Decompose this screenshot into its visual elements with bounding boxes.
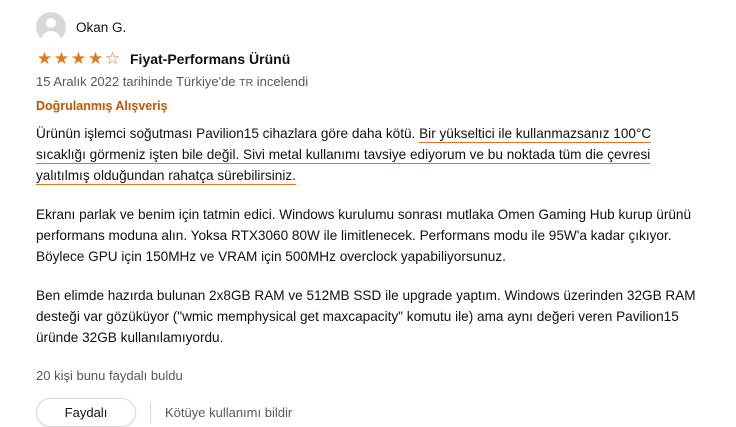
review-body: [36, 123, 700, 348]
report-abuse-link[interactable]: Kötüye kullanımı bildir: [165, 405, 293, 420]
star-filled-icon: ★: [70, 48, 87, 68]
review-title[interactable]: Fiyat-Performans Ürünü: [130, 51, 291, 67]
review-date-suffix: incelendi: [253, 74, 309, 89]
star-filled-icon: ★: [53, 48, 70, 68]
review-paragraph-2: Ekranı parlak ve benim için tatmin edici. Windows kurulumu sonrası mutlaka Omen Gaming Hub kurup ürünü performans moduna alın. Yoksa RTX3060 80W ile limitlenecek. Performans modu ile 95W'a kadar çıkıyor. Böylece GPU için 150MHz ve VRAM için 500MHz overclock yapabiliyorsunuz.: [36, 207, 692, 264]
reviewer-name: Okan G.: [76, 19, 127, 35]
action-divider: [150, 402, 151, 424]
avatar-body-icon: [41, 31, 61, 42]
paragraph-1-text: Ürünün işlemci soğutması Pavilion15 cihazlara göre daha kötü.: [36, 126, 420, 141]
highlighted-text: Bir yükseltici ile kullanmazsanız 100°C sıcaklığı görmeniz işten bile değil. Sivi metal kullanımı tavsiye ediyorum ve bu noktada tüm die çevresi yalıtılmış olduğundan rahatça sürebilirsiniz.: [36, 126, 652, 183]
rating-and-title: [36, 49, 700, 69]
star-filled-icon: ★: [87, 48, 104, 68]
helpful-button[interactable]: Faydalı: [36, 398, 136, 427]
review-paragraph-1: [36, 123, 700, 186]
review-date: [36, 73, 700, 92]
avatar: [36, 12, 66, 42]
avatar-head-icon: [46, 18, 56, 28]
star-empty-icon: ☆: [104, 48, 121, 68]
reviewer-profile[interactable]: [36, 10, 700, 44]
star-rating[interactable]: [36, 50, 121, 67]
helpful-count: 20 kişi bunu faydalı buldu: [36, 368, 183, 383]
review-date-prefix: 15 Aralık 2022 tarihinde Türkiye'de: [36, 74, 240, 89]
review-date-country-code: TR: [239, 77, 254, 89]
review-paragraph-3: Ben elimde hazırda bulunan 2x8GB RAM ve 512MB SSD ile upgrade yaptım. Windows üzerinden 32GB RAM desteği var gözüküyor ("wmic memphysical get maxcapacity" komutu ile) ama aynı değeri veren Pavilion15 üründe 32GB kullanılamıyordu.: [36, 288, 696, 345]
star-filled-icon: ★: [36, 48, 53, 68]
verified-purchase-badge: Doğrulanmış Alışveriş: [36, 99, 168, 113]
review-actions: [36, 398, 700, 427]
